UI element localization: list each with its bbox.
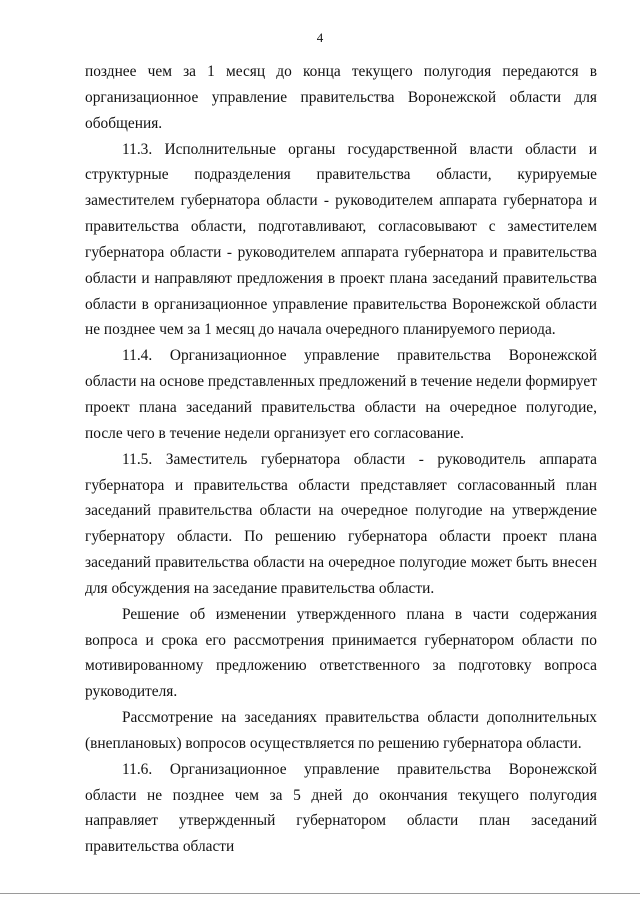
document-body <box>85 59 597 860</box>
paragraph-11-5: 11.5. Заместитель губернатора области - руководитель аппарата губернатора и правительства области представляет согласованный план заседаний правительства области на очередное полугодие на утверждение губернатору области. По решению губернатора области проект плана заседаний правительства области на очередное полугодие может быть внесен для обсуждения на заседание правительства области. <box>85 450 597 597</box>
paragraph-continuation: позднее чем за 1 месяц до конца текущего полугодия передаются в организационное управление правительства Воронежской области для обобщения. <box>85 63 597 132</box>
paragraph-extra-questions: Рассмотрение на заседаниях правительства области дополнительных (внеплановых) вопросов осуществляется по решению губернатора области. <box>85 709 597 752</box>
bottom-divider <box>0 893 640 894</box>
page-number: 4 <box>316 30 324 45</box>
paragraph-11-4: 11.4. Организационное управление правительства Воронежской области на основе представленных предложений в течение недели формирует проект плана заседаний правительства области на очередное полугодие, после чего в течение недели организует его согласование. <box>85 347 597 442</box>
paragraph-11-6: 11.6. Организационное управление правительства Воронежской области не позднее чем за 5 дней до окончания текущего полугодия направляет утвержденный губернатором области план заседаний правительства области <box>85 760 597 856</box>
paragraph-11-3: 11.3. Исполнительные органы государственной власти области и структурные подразделения правительства области, курируемые заместителем губернатора области - руководителем аппарата губернатора и правительства области, подготавливают, согласовывают с заместителем губернатора области - руководителем аппарата губернатора и правительства области и направляют предложения в проект плана заседаний правительства области в организационное управление правительства Воронежской области не позднее чем за 1 месяц до начала очередного планируемого периода. <box>85 140 597 339</box>
paragraph-plan-change: Решение об изменении утвержденного плана в части содержания вопроса и срока его рассмотрения принимается губернатором области по мотивированному предложению ответственного за подготовку вопроса руководителя. <box>85 605 597 701</box>
